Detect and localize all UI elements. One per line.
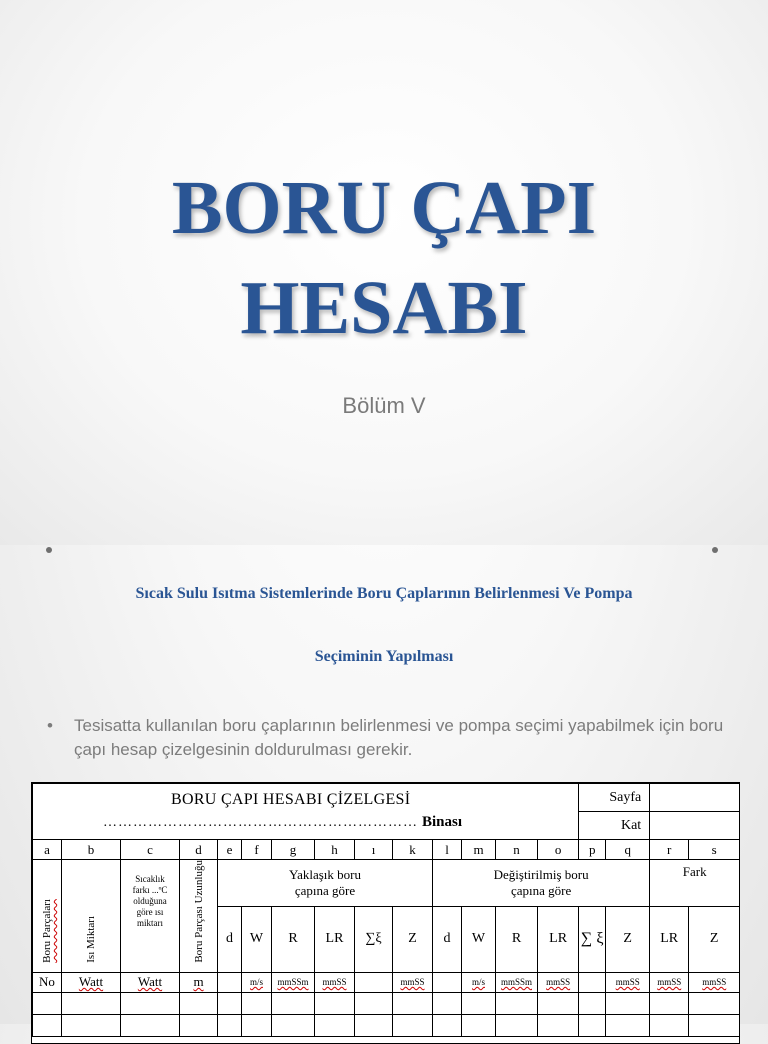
right-dot-icon (712, 547, 718, 553)
unit-m: m/s (462, 972, 496, 992)
unit-l (433, 972, 462, 992)
kat-field (650, 812, 740, 840)
col-letter: m (462, 840, 496, 860)
unit-p (579, 972, 606, 992)
unit-f: m/s (242, 972, 272, 992)
col-letter: s (689, 840, 740, 860)
sym-i: ∑ξ (355, 907, 393, 972)
sym-s: Z (689, 907, 740, 972)
col-a-label: Boru Parçaları (41, 898, 53, 963)
col-letter: r (650, 840, 689, 860)
unit-c: Watt (121, 972, 180, 992)
bullet-icon: • (47, 716, 53, 735)
form-table (32, 783, 740, 1037)
sym-h: LR (315, 907, 355, 972)
sym-q: Z (606, 907, 650, 972)
col-letter: p (579, 840, 606, 860)
col-letter: d (180, 840, 218, 860)
col-c-label: Sıcaklık farkı ...ºC olduğuna göre ısı miktarı (132, 874, 168, 928)
sym-k: Z (393, 907, 433, 972)
col-letter: h (315, 840, 355, 860)
form-title: BORU ÇAPI HESABI ÇİZELGESİ (171, 791, 411, 808)
sym-p: ∑ ξ (579, 907, 606, 972)
col-letter: b (62, 840, 121, 860)
kat-label: Kat (579, 812, 650, 840)
slide-title (0, 158, 768, 358)
unit-g: mmSSm (272, 972, 315, 992)
slide-subtitle: Bölüm V (342, 393, 426, 418)
unit-o: mmSS (538, 972, 579, 992)
left-dot-icon (46, 547, 52, 553)
table-row (33, 992, 740, 1014)
col-letter: f (242, 840, 272, 860)
unit-b: Watt (62, 972, 121, 992)
col-letter: ı (355, 840, 393, 860)
sym-m: W (462, 907, 496, 972)
sym-f: W (242, 907, 272, 972)
section-heading-line-2: Seçiminin Yapılması (314, 648, 454, 665)
sym-e: d (218, 907, 242, 972)
sym-o: LR (538, 907, 579, 972)
col-letter: g (272, 840, 315, 860)
col-letter: e (218, 840, 242, 860)
col-letter: q (606, 840, 650, 860)
col-letter: a (33, 840, 62, 860)
unit-e (218, 972, 242, 992)
bullet-text: Tesisatta kullanılan boru çaplarının belirlenmesi ve pompa seçimi yapabilmek için boru çapı hesap çizelgesinin doldurulması gerekir. (74, 716, 724, 759)
unit-q: mmSS (606, 972, 650, 992)
sym-l: d (433, 907, 462, 972)
sym-n: R (496, 907, 538, 972)
col-letter: o (538, 840, 579, 860)
sayfa-field (650, 784, 740, 812)
col-b-header (62, 860, 121, 973)
unit-d: m (180, 972, 218, 992)
section-heading-line-1: Sıcak Sulu Isıtma Sistemlerinde Boru Çaplarının Belirlenmesi Ve Pompa (135, 585, 633, 602)
col-letter: k (393, 840, 433, 860)
sayfa-label: Sayfa (579, 784, 650, 812)
col-c-header (121, 860, 180, 973)
col-b-label: Isı Miktarı (85, 915, 97, 963)
group-degistirilmis: Değiştirilmiş boru çapına göre (433, 860, 650, 907)
unit-a: No (33, 972, 62, 992)
table-row (33, 1014, 740, 1036)
slide-title-line-2: HESABI (240, 266, 528, 350)
binasi-label: Binası (422, 814, 463, 830)
unit-i (355, 972, 393, 992)
unit-k: mmSS (393, 972, 433, 992)
group-yaklasik: Yaklaşık boru çapına göre (218, 860, 433, 907)
col-d-header (180, 860, 218, 973)
col-letter: c (121, 840, 180, 860)
unit-s: mmSS (689, 972, 740, 992)
col-letter: l (433, 840, 462, 860)
group-fark: Fark (650, 860, 740, 907)
form-title-cell (33, 784, 579, 840)
boru-capi-form (31, 782, 740, 1044)
slide-title-line-1: BORU ÇAPI (171, 166, 597, 250)
unit-n: mmSSm (496, 972, 538, 992)
sym-g: R (272, 907, 315, 972)
col-a-header (33, 860, 62, 973)
sym-r: LR (650, 907, 689, 972)
unit-r: mmSS (650, 972, 689, 992)
col-d-label: Boru Parçası Uzunluğu (192, 860, 205, 963)
building-name-blank: ……………………………………………………… (103, 815, 418, 830)
unit-h: mmSS (315, 972, 355, 992)
col-letter: n (496, 840, 538, 860)
